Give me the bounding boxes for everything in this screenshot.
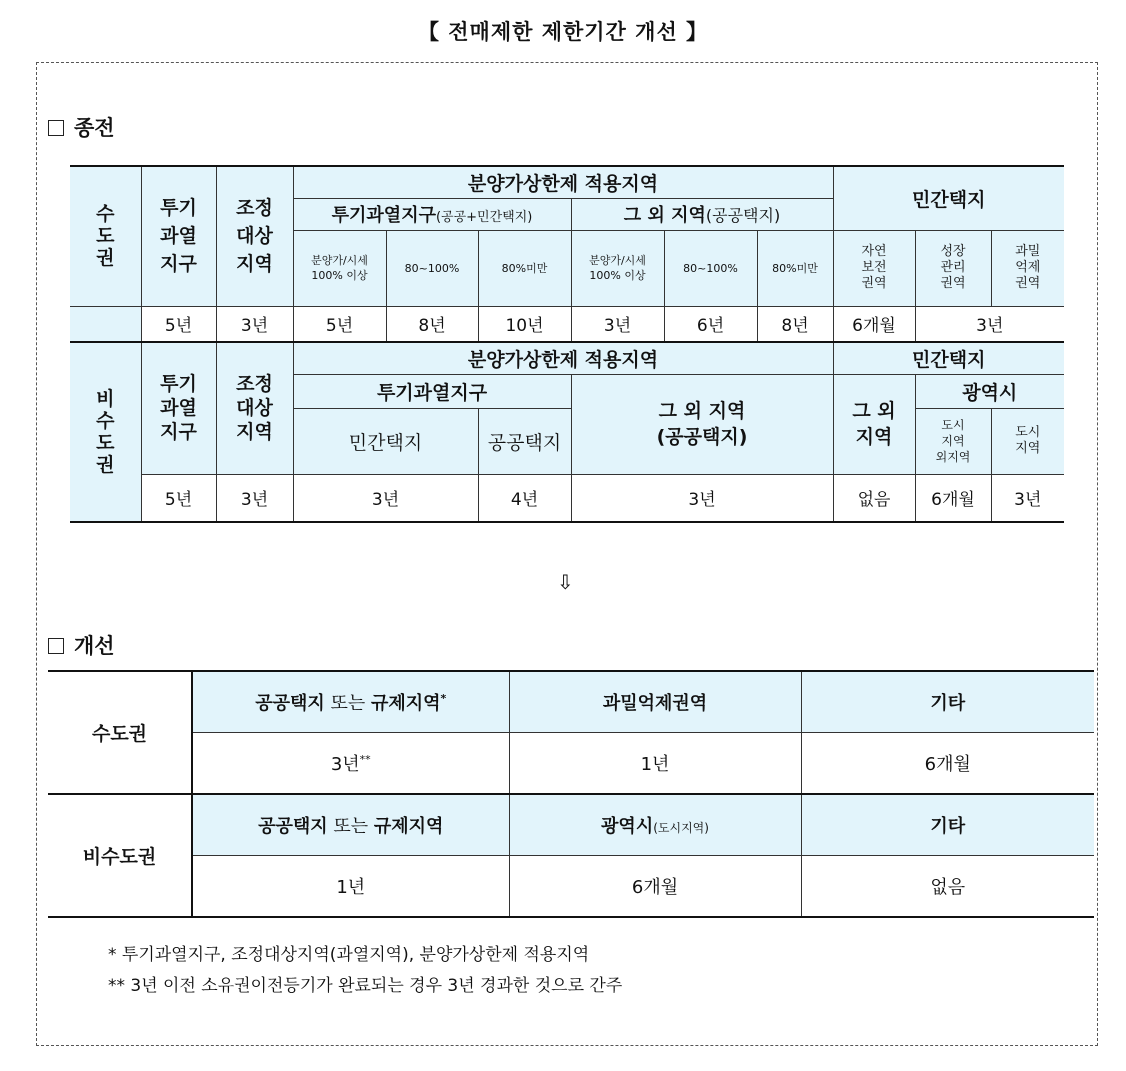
noncapital-other-group-header	[571, 374, 833, 474]
section-after-heading	[48, 630, 115, 660]
noncapital-adjustment-header: 조정 대상 지역	[216, 342, 293, 474]
other-group-text: 그 외 지역 (공공택지)	[656, 400, 748, 448]
checkbox-square-icon	[48, 120, 64, 136]
sub-header: 80~100%	[664, 230, 757, 306]
other-group-label: 그 외 지역	[623, 205, 706, 226]
header-bold: 광역시	[601, 816, 654, 837]
after-capital-region: 수도권	[48, 671, 192, 794]
header-bold: 공공택지	[258, 816, 328, 837]
region-spacer	[70, 306, 141, 342]
header-bold: 공공택지	[255, 693, 325, 714]
after-capital-col2-header: 과밀억제권역	[509, 671, 801, 733]
footnote-mark: **	[359, 753, 371, 766]
spec-sub-header: 민간택지	[293, 408, 478, 474]
value-cell: 6년	[664, 306, 757, 342]
after-noncapital-col3-header: 기타	[801, 794, 1094, 856]
sub-header: 80%미만	[757, 230, 833, 306]
value-cell: 3년	[991, 474, 1064, 522]
metro-sub-header: 도시 지역	[991, 408, 1064, 474]
section-before-label: 종전	[74, 116, 115, 140]
value-cell: 3년	[216, 474, 293, 522]
after-noncapital-val3: 없음	[801, 856, 1094, 918]
header-bold: 규제지역	[370, 693, 441, 714]
value-cell: 3년	[571, 474, 833, 522]
spec-sub-header: 공공택지	[478, 408, 571, 474]
sub-header: 80%미만	[478, 230, 571, 306]
spec-group-label: 투기과열지구	[331, 205, 436, 226]
footnote-1: * 투기과열지구, 조정대상지역(과열지역), 분양가상한제 적용지역	[108, 945, 590, 965]
checkbox-square-icon	[48, 638, 64, 654]
value-cell: 3년	[571, 306, 664, 342]
capital-other-group-header	[571, 198, 833, 230]
other-group-note: (공공택지)	[705, 206, 781, 225]
footnote-2: ** 3년 이전 소유권이전등기가 완료되는 경우 3년 경과한 것으로 간주	[108, 976, 623, 996]
after-table	[48, 670, 1094, 918]
before-table	[70, 165, 1064, 523]
value-cell: 5년	[293, 306, 386, 342]
footnotes	[108, 940, 622, 1002]
metro-sub-header: 도시 지역 외지역	[915, 408, 991, 474]
sub-header: 분양가/시세 100% 이상	[293, 230, 386, 306]
header-normal: 또는	[324, 693, 371, 714]
sub-header: 80~100%	[386, 230, 478, 306]
down-arrow-icon: ⇩	[557, 570, 574, 594]
value-cell: 3년	[915, 306, 1064, 342]
after-noncapital-region: 비수도권	[48, 794, 192, 917]
noncapital-other-region-header: 그 외 지역	[833, 374, 915, 474]
sub-header: 분양가/시세 100% 이상	[571, 230, 664, 306]
after-capital-col3-header: 기타	[801, 671, 1094, 733]
capital-price-cap-header: 분양가상한제 적용지역	[293, 166, 833, 198]
after-noncapital-val1: 1년	[192, 856, 509, 918]
private-sub-header: 성장 관리 권역	[915, 230, 991, 306]
capital-private-land-header: 민간택지	[833, 166, 1064, 230]
after-capital-val1	[192, 733, 509, 795]
value-cell: 6개월	[833, 306, 915, 342]
noncapital-metro-header: 광역시	[915, 374, 1064, 408]
noncapital-spec-group-header: 투기과열지구	[293, 374, 571, 408]
noncapital-speculation-header: 투기 과열 지구	[141, 342, 216, 474]
after-noncapital-val2: 6개월	[509, 856, 801, 918]
header-note: (도시지역)	[653, 821, 709, 835]
capital-region-label: 수 도 권	[70, 166, 141, 306]
noncapital-private-land-header: 민간택지	[833, 342, 1064, 374]
capital-adjustment-header: 조정 대상 지역	[216, 166, 293, 306]
spec-group-note: (공공+민간택지)	[435, 210, 533, 225]
value-cell: 3년	[216, 306, 293, 342]
noncapital-region-label: 비 수 도 권	[70, 342, 141, 522]
after-capital-val2: 1년	[509, 733, 801, 795]
capital-spec-group-header	[293, 198, 571, 230]
value-cell: 8년	[386, 306, 478, 342]
page-title: 【 전매제한 제한기간 개선 】	[417, 20, 709, 44]
value-cell: 8년	[757, 306, 833, 342]
capital-speculation-header: 투기 과열 지구	[141, 166, 216, 306]
value-text: 3년	[330, 754, 360, 775]
private-sub-header: 자연 보전 권역	[833, 230, 915, 306]
value-cell: 4년	[478, 474, 571, 522]
header-bold: 규제지역	[373, 816, 444, 837]
header-normal: 또는	[327, 816, 374, 837]
after-capital-col1-header	[192, 671, 509, 733]
footnote-mark: *	[440, 692, 447, 705]
section-after-label: 개선	[74, 634, 115, 658]
value-cell: 10년	[478, 306, 571, 342]
private-sub-header: 과밀 억제 권역	[991, 230, 1064, 306]
value-cell: 6개월	[915, 474, 991, 522]
after-noncapital-col2-header	[509, 794, 801, 856]
after-capital-val3: 6개월	[801, 733, 1094, 795]
value-cell: 3년	[293, 474, 478, 522]
noncapital-price-cap-header: 분양가상한제 적용지역	[293, 342, 833, 374]
value-cell: 5년	[141, 306, 216, 342]
value-cell: 5년	[141, 474, 216, 522]
after-noncapital-col1-header	[192, 794, 509, 856]
value-cell: 없음	[833, 474, 915, 522]
section-before-heading	[48, 112, 115, 142]
